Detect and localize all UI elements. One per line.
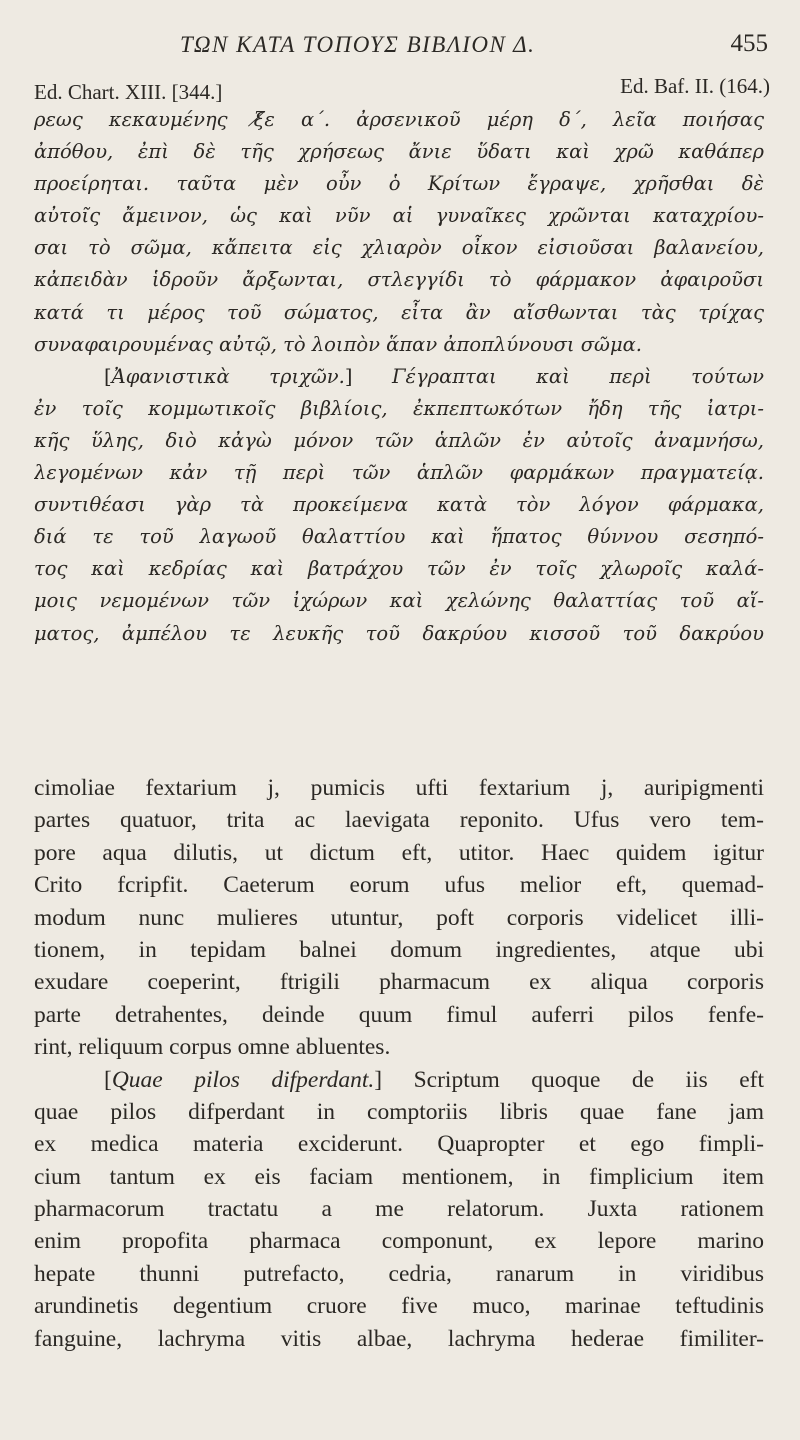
latin-line: pharmacorum tractatu a me relatorum. Juxta rationem bbox=[34, 1196, 764, 1223]
latin-line: fanguine, lachryma vitis albae, lachryma hederae fimiliter- bbox=[34, 1325, 764, 1352]
greek-line: κῆς ὕλης, διὸ κἀγὼ μόνον τῶν ἁπλῶν ἐν αὐτοῖς ἀναμνήσω, bbox=[34, 428, 764, 452]
greek-section-label: Ἀφανιστικὰ τριχῶν. bbox=[111, 364, 345, 388]
greek-section-first-line: Γέγραπται καὶ περὶ τούτων bbox=[391, 364, 764, 388]
greek-line: διά τε τοῦ λαγωοῦ θαλαττίου καὶ ἥπατος θύννου σεσηπό- bbox=[34, 525, 764, 549]
greek-line: συντιθέασι γὰρ τὰ προκείμενα κατὰ τὸν λόγον φάρμακα, bbox=[34, 493, 764, 517]
greek-line: ματος, ἀμπέλου τε λευκῆς τοῦ δακρύου κισσοῦ τοῦ δακρύου bbox=[34, 621, 764, 645]
edition-basel: Ed. Baf. II. (164.) bbox=[620, 74, 770, 98]
latin-line: arundinetis degentium cruore five muco, marinae teftudinis bbox=[34, 1293, 764, 1320]
edition-references bbox=[0, 74, 800, 104]
greek-text-block bbox=[34, 104, 764, 650]
latin-line: ex medica materia exciderunt. Quapropter et ego fimpli- bbox=[34, 1131, 764, 1158]
greek-line: ἀπόθου, ἐπὶ δὲ τῆς χρήσεως ἄνιε ὕδατι καὶ χρῶ καθάπερ bbox=[34, 140, 764, 164]
latin-line: parte detrahentes, deinde quum fimul auferri pilos fenfe- bbox=[34, 1001, 764, 1028]
latin-text-block bbox=[34, 772, 764, 1355]
greek-line: τος καὶ κεδρίας καὶ βατράχου τῶν ἐν τοῖς χλωροῖς καλά- bbox=[34, 557, 764, 581]
greek-line: κἀπειδὰν ἱδροῦν ἄρξωνται, στλεγγίδι τὸ φάρμακον ἀφαιροῦσι bbox=[34, 268, 764, 292]
greek-line: αὐτοῖς ἄμεινον, ὡς καὶ νῦν αἱ γυναῖκες χρῶνται καταχρίου- bbox=[34, 204, 764, 228]
greek-line: σαι τὸ σῶμα, κἄπειτα εἰς χλιαρὸν οἶκον εἰσιοῦσαι βαλανείου, bbox=[34, 236, 764, 260]
latin-line: Crito fcripfit. Caeterum eorum ufus melior eft, quemad- bbox=[34, 872, 764, 899]
latin-section-label: Quae pilos difperdant. bbox=[111, 1066, 375, 1093]
latin-line: rint, reliquum corpus omne abluentes. bbox=[34, 1034, 391, 1061]
latin-line: exudare coeperint, ftrigili pharmacum ex aliqua corporis bbox=[34, 969, 764, 996]
greek-line: μοις νεμομένων τῶν ἰχώρων καὶ χελώνης θαλαττίας τοῦ αἵ- bbox=[34, 589, 764, 613]
greek-line: προείρηται. ταῦτα μὲν οὖν ὁ Κρίτων ἔγραψε, χρῆσθαι δὲ bbox=[34, 172, 764, 196]
latin-line: pore aqua dilutis, ut dictum eft, utitor. Haec quidem igitur bbox=[34, 839, 764, 866]
latin-line: hepate thunni putrefacto, cedria, ranarum in viridibus bbox=[34, 1260, 764, 1287]
greek-line: λεγομένων κἀν τῇ περὶ τῶν ἁπλῶν φαρμάκων πραγματείᾳ. bbox=[34, 461, 764, 485]
latin-line: quae pilos difperdant in comptoriis libris quae fane jam bbox=[34, 1098, 764, 1125]
greek-line: κατά τι μέρος τοῦ σώματος, εἶτα ἂν αἴσθωνται τὰς τρίχας bbox=[34, 300, 764, 324]
greek-section-heading-line: [Ἀφανιστικὰ τριχῶν.] Γέγραπται καὶ περὶ τούτων bbox=[104, 364, 764, 388]
greek-line: ἐν τοῖς κομμωτικοῖς βιβλίοις, ἐκπεπτωκότων ἤδη τῆς ἰατρι- bbox=[34, 396, 764, 420]
latin-line: enim propofita pharmaca componunt, ex lepore marino bbox=[34, 1228, 764, 1255]
greek-line: ρεως κεκαυμένης ξ̸ε α΄. ἀρσενικοῦ μέρη δ΄, λεῖα ποιήσας bbox=[34, 108, 764, 131]
latin-line: cium tantum ex eis faciam mentionem, in fimplicium item bbox=[34, 1163, 764, 1190]
latin-section-heading-line: [Quae pilos difperdant.] Scriptum quoque de iis eft bbox=[104, 1066, 764, 1093]
latin-line: modum nunc mulieres utuntur, poft corporis videlicet illi- bbox=[34, 904, 764, 931]
page-number: 455 bbox=[730, 30, 768, 57]
latin-section-first-line: Scriptum quoque de iis eft bbox=[413, 1066, 764, 1093]
latin-line: partes quatuor, trita ac laevigata reponito. Ufus vero tem- bbox=[34, 807, 764, 834]
greek-line: συναφαιρουμένας αὐτῷ, τὸ λοιπὸν ἅπαν ἀποπλύνουσι σῶμα. bbox=[34, 332, 642, 356]
running-head-title: ΤΩΝ ΚΑΤΑ ΤΟΠΟΥΣ ΒΙΒΛΙΟΝ Δ. bbox=[180, 32, 536, 57]
latin-line: cimoliae fextarium j, pumicis ufti fextarium j, auripigmenti bbox=[34, 775, 764, 801]
edition-chartier: Ed. Chart. XIII. [344.] bbox=[34, 80, 223, 104]
running-head bbox=[0, 30, 800, 64]
latin-line: tionem, in tepidam balnei domum ingredientes, atque ubi bbox=[34, 936, 764, 963]
